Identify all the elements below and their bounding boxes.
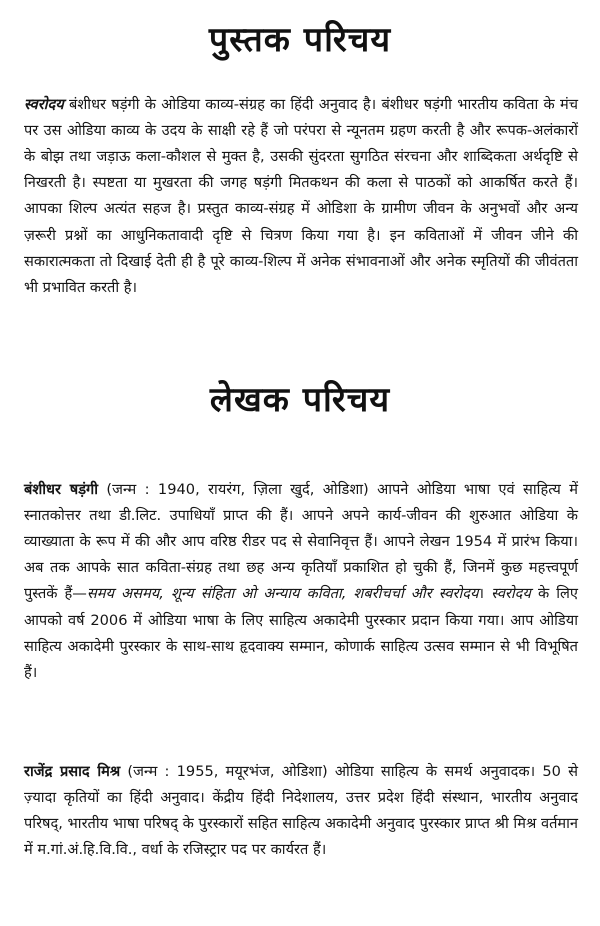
- translator-bio-paragraph: [24, 759, 578, 864]
- author-bio-text-a: (जन्म : 1940, रायरंग, ज़िला खुर्द, ओडिशा) आपने ओडिया भाषा एवं साहित्य में स्नातकोत्तर तथा डी.लिट. उपाधियाँ प्राप्त की हैं। आपने अपने कार्य-जीवन की शुरुआत ओडिया के व्याख्याता के रूप में की और आप वरिष्ठ रीडर पद से सेवानिवृत्त हैं। आपने लेखन 1954 में प्रारंभ किया। अब तक आपके सात कविता-संग्रह तथा छह अन्य कृतियाँ प्रकाशित हो चुकी हैं, जिनमें कुछ महत्त्वपूर्ण पुस्तकें हैं—: [24, 480, 578, 603]
- author-bio-paragraph: [24, 477, 578, 687]
- translator-name: राजेंद्र प्रसाद मिश्र: [24, 762, 121, 780]
- author-bio-text-c: के लिए आपको वर्ष 2006 में ओडिया भाषा के लिए साहित्य अकादेमी पुरस्कार प्रदान किया गया। आप ओडिया साहित्य अकादेमी पुरस्कार के साथ-साथ हृदवाक्य सम्मान, कोणार्क साहित्य उत्सव सम्मान से भी विभूषित हैं।: [24, 585, 578, 682]
- book-intro-body: बंशीधर षड़ंगी के ओडिया काव्य-संग्रह का हिंदी अनुवाद है। बंशीधर षड़ंगी भारतीय कविता के मंच पर उस ओडिया काव्य के उदय के साक्षी रहे हैं जो परंपरा से न्यूनतम ग्रहण करती है और रूपक-अलंकारों के बोझ तथा जड़ाऊ कला-कौशल से मुक्त है, उसकी सुंदरता सुगठित संरचना और शाब्दिकता अर्थदृष्टि से निखरती है। स्पष्टता या मुखरता की जगह षड़ंगी मितकथन की कला से पाठकों को आकर्षित करते हैं। आपका शिल्प अत्यंत सहज है। प्रस्तुत काव्य-संग्रह में ओडिशा के ग्रामीण जीवन के अनुभवों और अन्य ज़रूरी प्रश्नों का आधुनिकतावादी दृष्टि से चित्रण किया गया है। इन कविताओं में जीवन जीने की सकारात्मकता तो दिखाई देती ही है पूरे काव्य-शिल्प में अनेक संभावनाओं और अनेक स्मृतियों की जीवंतता भी प्रभावित करती है।: [24, 95, 578, 297]
- author-intro-heading: लेखक परिचय: [209, 380, 391, 420]
- author-work-reference: स्वरोदय: [491, 585, 531, 603]
- book-intro-heading: पुस्तक परिचय: [208, 20, 392, 60]
- book-intro-paragraph: [24, 92, 578, 302]
- author-works-list: समय असमय, शून्य संहिता ओ अन्याय कविता, शबरीचर्चा और स्वरोदय: [86, 585, 479, 603]
- author-bio-text-b: ।: [478, 585, 492, 603]
- author-name: बंशीधर षड़ंगी: [24, 480, 99, 498]
- translator-bio-text: (जन्म : 1955, मयूरभंज, ओडिशा) ओडिया साहित्य के समर्थ अनुवादक। 50 से ज़्यादा कृतियों का हिंदी अनुवाद। केंद्रीय हिंदी निदेशालय, उत्तर प्रदेश हिंदी संस्थान, भारतीय अनुवाद परिषद्, भारतीय भाषा परिषद् के पुरस्कारों सहित साहित्य अकादेमी अनुवाद पुरस्कार प्राप्त श्री मिश्र वर्तमान में म.गां.अं.हि.वि.वि., वर्धा के रजिस्ट्रार पद पर कार्यरत हैं।: [24, 762, 578, 859]
- book-title-lead: स्वरोदय: [24, 95, 64, 113]
